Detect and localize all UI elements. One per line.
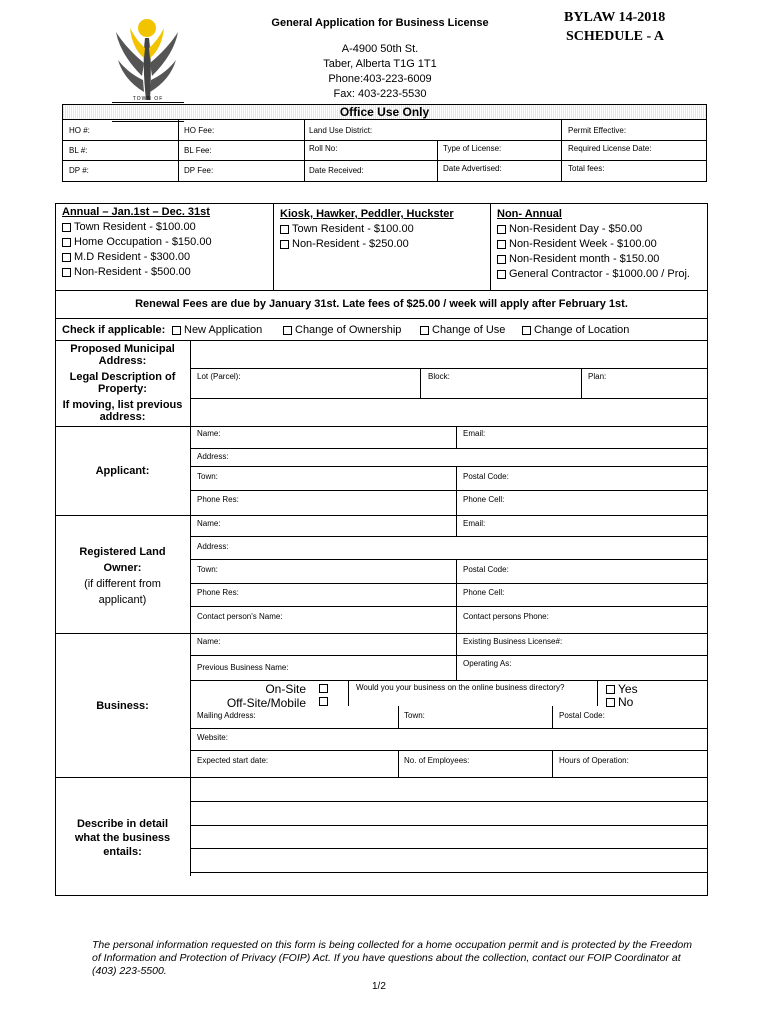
checkbox-icon[interactable]	[606, 685, 615, 694]
fee-kiosk-town-resident[interactable]: Town Resident - $100.00	[280, 222, 488, 237]
previous-business-name-field[interactable]: Previous Business Name:	[197, 663, 289, 672]
checkbox-icon[interactable]	[62, 268, 71, 277]
checkbox-icon[interactable]	[283, 326, 292, 335]
permit-effective-field[interactable]: Permit Effective:	[568, 126, 627, 135]
fee-nonresident-month[interactable]: Non-Resident month - $150.00	[497, 252, 705, 267]
onsite-label: On-Site	[265, 682, 306, 696]
fee-kiosk-non-resident[interactable]: Non-Resident - $250.00	[280, 237, 488, 252]
applicant-name-field[interactable]: Name:	[197, 429, 221, 438]
owner-phone-res-field[interactable]: Phone Res:	[197, 588, 239, 597]
operating-as-field[interactable]: Operating As:	[463, 659, 512, 668]
plan-field[interactable]: Plan:	[588, 372, 607, 381]
fee-md-resident[interactable]: M.D Resident - $300.00	[62, 250, 272, 265]
foip-notice: The personal information requested on this form is being collected for a home occupation permit and is protected by the Freedom of Information and Protection of Privacy (FOIP) Act. If you have questions about the collection, contact our FOIP Coordinator at (403) 223-5500.	[92, 939, 692, 977]
applicant-email-field[interactable]: Email:	[463, 429, 486, 438]
fee-general-contractor[interactable]: General Contractor - $1000.00 / Proj.	[497, 267, 705, 282]
business-label: Business:	[96, 700, 149, 712]
applicant-label: Applicant:	[95, 465, 150, 477]
existing-license-field[interactable]: Existing Business License#:	[463, 637, 563, 646]
checkbox-icon[interactable]	[497, 225, 506, 234]
annual-fees	[62, 205, 272, 280]
license-type-field[interactable]: Type of License:	[443, 144, 502, 153]
municipal-address-input[interactable]	[191, 341, 707, 368]
applicant-address-field[interactable]: Address:	[197, 452, 229, 461]
fee-nonresident-week[interactable]: Non-Resident Week - $100.00	[497, 237, 705, 252]
option-change-ownership[interactable]: Change of Ownership	[283, 324, 401, 336]
business-mailing-address-field[interactable]: Mailing Address:	[197, 711, 256, 720]
phone-number: Phone:403-223-6009	[328, 73, 432, 85]
business-postal-field[interactable]: Postal Code:	[559, 711, 605, 720]
option-change-use[interactable]: Change of Use	[420, 324, 505, 336]
schedule-label: SCHEDULE - A	[566, 29, 665, 44]
checkbox-icon[interactable]	[420, 326, 429, 335]
roll-no-field[interactable]: Roll No:	[309, 144, 338, 153]
checkbox-icon[interactable]	[62, 253, 71, 262]
checkbox-icon[interactable]	[62, 238, 71, 247]
checkbox-icon[interactable]	[280, 240, 289, 249]
legal-description-label: Legal Description of Property:	[69, 371, 176, 395]
dp-fee-field[interactable]: DP Fee:	[184, 166, 214, 175]
business-name-field[interactable]: Name:	[197, 637, 221, 646]
employees-field[interactable]: No. of Employees:	[404, 756, 470, 765]
expected-start-date-field[interactable]: Expected start date:	[197, 756, 269, 765]
directory-no-option[interactable]: No	[606, 695, 633, 709]
offsite-label: Off-Site/Mobile	[226, 696, 306, 710]
hours-of-operation-field[interactable]: Hours of Operation:	[559, 756, 629, 765]
applicant-postal-field[interactable]: Postal Code:	[463, 472, 509, 481]
checkbox-icon[interactable]	[280, 225, 289, 234]
fee-town-resident[interactable]: Town Resident - $100.00	[62, 220, 272, 235]
land-use-district-field[interactable]: Land Use District:	[309, 126, 373, 135]
fax-number: Fax: 403-223-5530	[333, 88, 427, 100]
address-line1: A-4900 50th St.	[341, 43, 419, 55]
owner-town-field[interactable]: Town:	[197, 565, 218, 574]
fee-non-resident[interactable]: Non-Resident - $500.00	[62, 265, 272, 280]
fee-home-occupation[interactable]: Home Occupation - $150.00	[62, 235, 272, 250]
page-number: 1/2	[372, 981, 386, 992]
option-new-application[interactable]: New Application	[172, 324, 262, 336]
owner-contact-phone-field[interactable]: Contact persons Phone:	[463, 612, 549, 621]
owner-name-field[interactable]: Name:	[197, 519, 221, 528]
business-town-field[interactable]: Town:	[404, 711, 425, 720]
renewal-notice: Renewal Fees are due by January 31st. Late fees of $25.00 / week will apply after February 1st.	[135, 298, 628, 310]
checkbox-icon[interactable]	[606, 698, 615, 707]
ho-fee-field[interactable]: HO Fee:	[184, 126, 215, 135]
ho-number-field[interactable]: HO #:	[69, 126, 90, 135]
applicant-phone-cell-field[interactable]: Phone Cell:	[463, 495, 505, 504]
nonannual-title: Non- Annual	[497, 208, 562, 220]
describe-line-4[interactable]	[190, 872, 708, 873]
bl-fee-field[interactable]: BL Fee:	[184, 146, 212, 155]
required-license-date-field[interactable]: Required License Date:	[568, 144, 652, 153]
owner-address-field[interactable]: Address:	[197, 542, 229, 551]
online-directory-question: Would you your business on the online business directory?	[356, 683, 565, 692]
kiosk-title: Kiosk, Hawker, Peddler, Huckster	[280, 208, 454, 220]
owner-contact-name-field[interactable]: Contact person's Name:	[197, 612, 283, 621]
bl-number-field[interactable]: BL #:	[69, 146, 88, 155]
total-fees-field[interactable]: Total fees:	[568, 164, 605, 173]
date-received-field[interactable]: Date Received:	[309, 166, 364, 175]
business-website-field[interactable]: Website:	[197, 733, 228, 742]
block-field[interactable]: Block:	[428, 372, 450, 381]
date-advertised-field[interactable]: Date Advertised:	[443, 164, 502, 173]
address-line2: Taber, Alberta T1G 1T1	[323, 58, 437, 70]
check-applicable-label: Check if applicable:	[62, 324, 166, 336]
checkbox-icon[interactable]	[62, 223, 71, 232]
moving-previous-address-label: If moving, list previous address:	[62, 399, 183, 423]
owner-email-field[interactable]: Email:	[463, 519, 486, 528]
offsite-checkbox[interactable]	[319, 697, 328, 706]
proposed-municipal-address-label: Proposed Municipal Address:	[70, 343, 175, 367]
owner-postal-field[interactable]: Postal Code:	[463, 565, 509, 574]
checkbox-icon[interactable]	[522, 326, 531, 335]
option-change-location[interactable]: Change of Location	[522, 324, 629, 336]
owner-phone-cell-field[interactable]: Phone Cell:	[463, 588, 505, 597]
applicant-phone-res-field[interactable]: Phone Res:	[197, 495, 239, 504]
checkbox-icon[interactable]	[172, 326, 181, 335]
describe-line-3[interactable]	[190, 848, 708, 849]
logo-town-of: TOWN OF	[132, 96, 164, 102]
dp-number-field[interactable]: DP #:	[69, 166, 89, 175]
office-use-title: Office Use Only	[63, 105, 706, 120]
directory-yes-option[interactable]: Yes	[606, 682, 638, 696]
describe-line-2[interactable]	[190, 825, 708, 826]
onsite-checkbox[interactable]	[319, 684, 328, 693]
describe-line-1[interactable]	[190, 801, 708, 802]
describe-business-label: Describe in detail what the business entails:	[74, 818, 171, 858]
bylaw-number: BYLAW 14-2018	[564, 10, 666, 25]
checkbox-icon[interactable]	[497, 240, 506, 249]
fee-nonresident-day[interactable]: Non-Resident Day - $50.00	[497, 222, 705, 237]
lot-parcel-field[interactable]: Lot (Parcel):	[197, 372, 241, 381]
nonannual-fees	[497, 207, 705, 282]
applicant-town-field[interactable]: Town:	[197, 472, 218, 481]
land-owner-label: Registered Land Owner: (if different from applicant)	[79, 546, 166, 606]
checkbox-icon[interactable]	[497, 255, 506, 264]
checkbox-icon[interactable]	[497, 270, 506, 279]
form-title: General Application for Business License	[271, 17, 489, 29]
office-use-table	[62, 104, 707, 182]
kiosk-fees	[280, 207, 488, 252]
previous-address-input[interactable]	[191, 399, 707, 426]
check-applicable-row	[62, 324, 702, 336]
annual-title: Annual – Jan.1st – Dec. 31st	[62, 206, 210, 218]
